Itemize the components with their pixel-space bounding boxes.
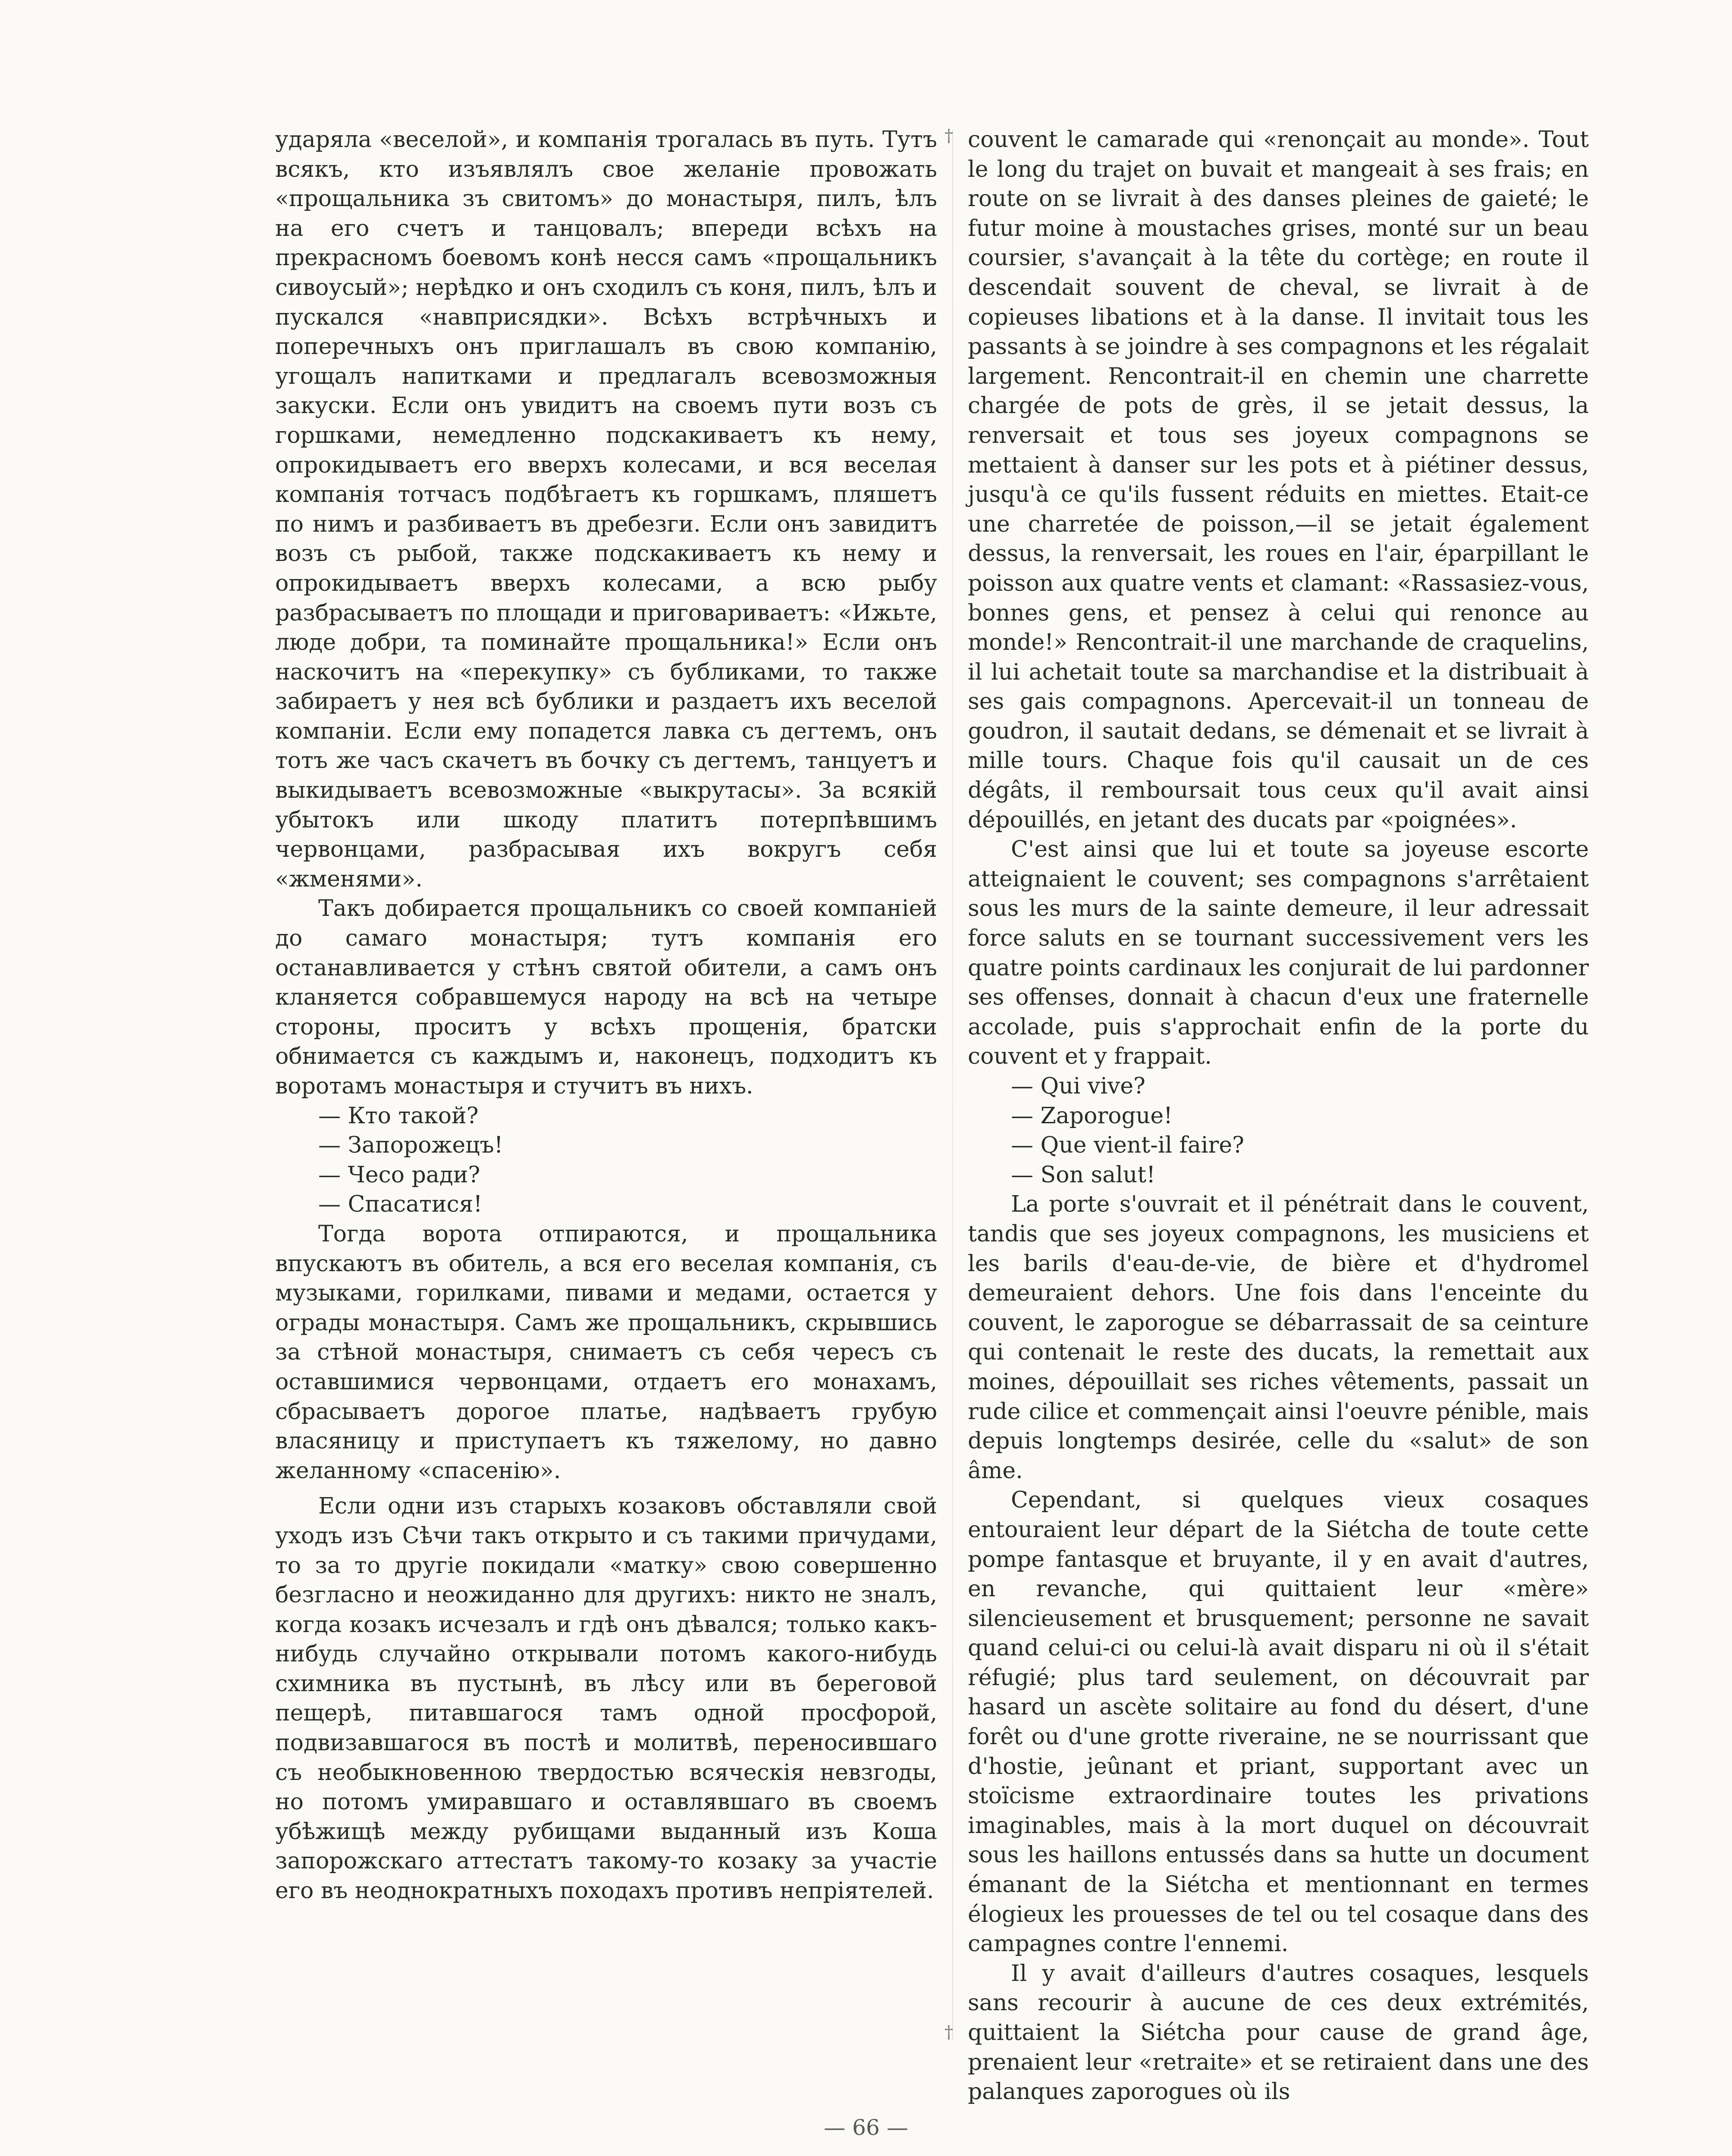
ru-paragraph-1: ударяла «веселой», и компанія трогалась въ путь. Тутъ всякъ, кто изъявлялъ свое желаніе провожать «прощальника зъ свитомъ» до монастыря, пилъ, ѣлъ на его счетъ и танцовалъ; впереди всѣхъ на прекрасномъ боевомъ конѣ несся самъ «прощальникъ сивоусый»; нерѣдко и онъ сходилъ съ коня, пилъ, ѣлъ и пускался «навприсядки». Всѣхъ встрѣчныхъ и поперечныхъ онъ приглашалъ въ свою компанію, угощалъ напитками и предлагалъ всевозможныя закуски. Если онъ увидитъ на своемъ пути возъ съ горшками, немедленно подскакиваетъ къ нему, опрокидываетъ его вверхъ колесами, и вся веселая компанія тотчасъ подбѣгаетъ къ горшкамъ, пляшетъ по нимъ и разбиваетъ въ дребезги. Если онъ завидитъ возъ съ рыбой, также подскакиваетъ къ нему и опрокидываетъ вверхъ колесами, а всю рыбу разбрасываетъ по площади и приговариваетъ: «Ижьте, люде добри, та поминайте прощальника!» Если онъ наскочитъ на «перекупку» съ бубликами, то также забираетъ у нея всѣ бублики и раздаетъ ихъ веселой компаніи. Если ему попадется лавка съ дегтемъ, онъ тотъ же часъ скачетъ въ бочку съ дегтемъ, танцуетъ и выкидываетъ всевозможные «выкрутасы». За всякій убытокъ или шкоду платитъ потерпѣвшимъ червонцами, разбрасывая ихъ вокругъ себя «жменями».: [275, 127, 937, 892]
fr-paragraph-4: Cependant, si quelques vieux cosaques entouraient leur départ de la Siétcha de toute cette pompe fantasque et bruyante, il y en avait d'autres, en revanche, qui quittaient leur «mère» silencieusement et brusquement; personne ne savait quand celui-ci ou celui-là avait disparu ni où il s'était réfugié; plus tard seulement, on découvrait par hasard un ascète solitaire au fond du désert, d'une forêt ou d'une grotte riveraine, ne se nourrissant que d'hostie, jeûnant et priant, supportant avec un stoïcisme extraordinaire toutes les privations imaginables, mais à la mort duquel on découvrait sous les haillons entussés dans sa hutte un document émanant de la Siétcha et mentionnant en termes élogieux les prouesses de tel ou tel cosaque dans des campagnes contre l'ennemi.: [968, 1487, 1589, 1957]
ru-paragraph-4: Если одни изъ старыхъ козаковъ обставляли свой уходъ изъ Сѣчи такъ открыто и съ такими причудами, то за то другіе покидали «матку» свою совершенно безгласно и неожиданно для другихъ: никто не зналъ, когда козакъ исчезалъ и гдѣ онъ дѣвался; только какъ-нибудь случайно открывали потомъ какого-нибудь схимника въ пустынѣ, въ лѣсу или въ береговой пещерѣ, питавшагося тамъ одной просфорой, подвизавшагося въ постѣ и молитвѣ, переносившаго съ необыкновенною твердостью всяческія невзгоды, но потомъ умиравшаго и оставлявшаго въ своемъ убѣжищѣ между рубищами выданный изъ Коша запорожскаго аттестатъ такому-то козаку за участіе его въ неоднократныхъ походахъ противъ непріятелей.: [275, 1493, 937, 1904]
ru-paragraph-2: Такъ добирается прощальникъ со своей компаніей до самаго монастыря; тутъ компанія его останавливается у стѣнъ святой обители, а самъ онъ кланяется собравшемуся народу на всѣ на четыре стороны, проситъ у всѣхъ прощенія, братски обнимается съ каждымъ и, наконецъ, подходитъ къ воротамъ монастыря и стучитъ въ нихъ.: [275, 896, 937, 1099]
fr-paragraph-2: C'est ainsi que lui et toute sa joyeuse escorte atteignaient le couvent; ses compagnons s'arrêtaient sous les murs de la sainte demeure, il leur adressait force saluts en se tournant successivement vers les quatre points cardinaux les conjurait de lui pardonner ses offenses, donnait à chacun d'eux une fraternelle accolade, puis s'approchait enfin de la porte du couvent et y frappait.: [968, 837, 1589, 1070]
fr-paragraph-1: couvent le camarade qui «renonçait au monde». Tout le long du trajet on buvait et mangeait à ses frais; en route on se livrait à des danses pleines de gaieté; le futur moine à moustaches grises, monté sur un beau coursier, s'avançait à la tête du cortège; en route il descendait souvent de cheval, se livrait à de copieuses libations et à la danse. Il invitait tous les passants à se joindre à ses compagnons et les régalait largement. Rencontrait-il en chemin une charrette chargée de pots de grès, il se jetait dessus, la renversait et tous ses joyeux compagnons se mettaient à danser sur les pots et à piétiner dessus, jusqu'à ce qu'ils fussent réduits en miettes. Etait-ce une charretée de poisson,—il se jetait également dessus, la renversait, les roues en l'air, éparpillant le poisson aux quatre vents et clamant: «Rassasiez-vous, bonnes gens, et pensez à celui qui renonce au monde!» Rencontrait-il une marchande de craquelins, il lui achetait toute sa marchandise et la distribuait à ses gais compagnons. Apercevait-il un tonneau de goudron, il sautait dedans, se démenait et se livrait à mille tours. Chaque fois qu'il causait un de ces dégâts, il remboursait tous ceux qu'il avait ainsi dépouillés, en jetant des ducats par «poignées».: [968, 127, 1589, 833]
french-text-column: [968, 125, 1589, 2107]
top-printer-mark: †: [944, 126, 953, 146]
ru-dialog-line-1: — Кто такой?: [318, 1103, 479, 1129]
ru-paragraph-3: Тогда ворота отпираются, и прощальника впускаютъ въ обитель, а вся его веселая компанія, съ музыками, горилками, пивами и медами, остается у ограды монастыря. Самъ же прощальникъ, скрывшись за стѣной монастыря, снимаетъ съ себя чересъ съ оставшимися червонцами, отдаетъ его монахамъ, сбрасываетъ дорогое платье, надѣваетъ грубую власяницу и приступаетъ къ тяжелому, но давно желанному «спасенію».: [275, 1221, 937, 1484]
column-divider: [952, 129, 953, 2040]
fr-dialog-line-3: — Que vient-il faire?: [1011, 1132, 1244, 1159]
russian-text-column: [275, 125, 937, 1906]
fr-dialog-line-4: — Son salut!: [1011, 1162, 1156, 1188]
ru-dialog-line-3: — Чесо ради?: [318, 1162, 480, 1188]
fr-paragraph-3: La porte s'ouvrait et il pénétrait dans le couvent, tandis que ses joyeux compagnons, les musiciens et les barils d'eau-de-vie, de bière et d'hydromel demeuraient dehors. Une fois dans l'enceinte du couvent, le zaporogue se débarrassait de sa ceinture qui contenait le reste des ducats, la remettait aux moines, dépouillait ses riches vêtements, passait un rude cilice et commençait ainsi l'oeuvre pénible, mais depuis longtemps desirée, celle du «salut» de son âme.: [968, 1191, 1589, 1484]
page-number: — 66 —: [824, 2115, 908, 2140]
fr-paragraph-5: Il y avait d'ailleurs d'autres cosaques, lesquels sans recourir à aucune de ces deux extrémités, quittaient la Siétcha pour cause de grand âge, prenaient leur «retraite» et se retiraient dans une des palanques zaporogues où ils: [968, 1960, 1589, 2105]
fr-dialog-line-1: — Qui vive?: [1011, 1073, 1145, 1099]
bottom-printer-mark: †: [944, 2022, 953, 2042]
ru-dialog-line-4: — Спасатися!: [318, 1191, 483, 1218]
ru-dialog-line-2: — Запорожецъ!: [318, 1132, 503, 1159]
fr-dialog-line-2: — Zaporogue!: [1011, 1103, 1173, 1129]
